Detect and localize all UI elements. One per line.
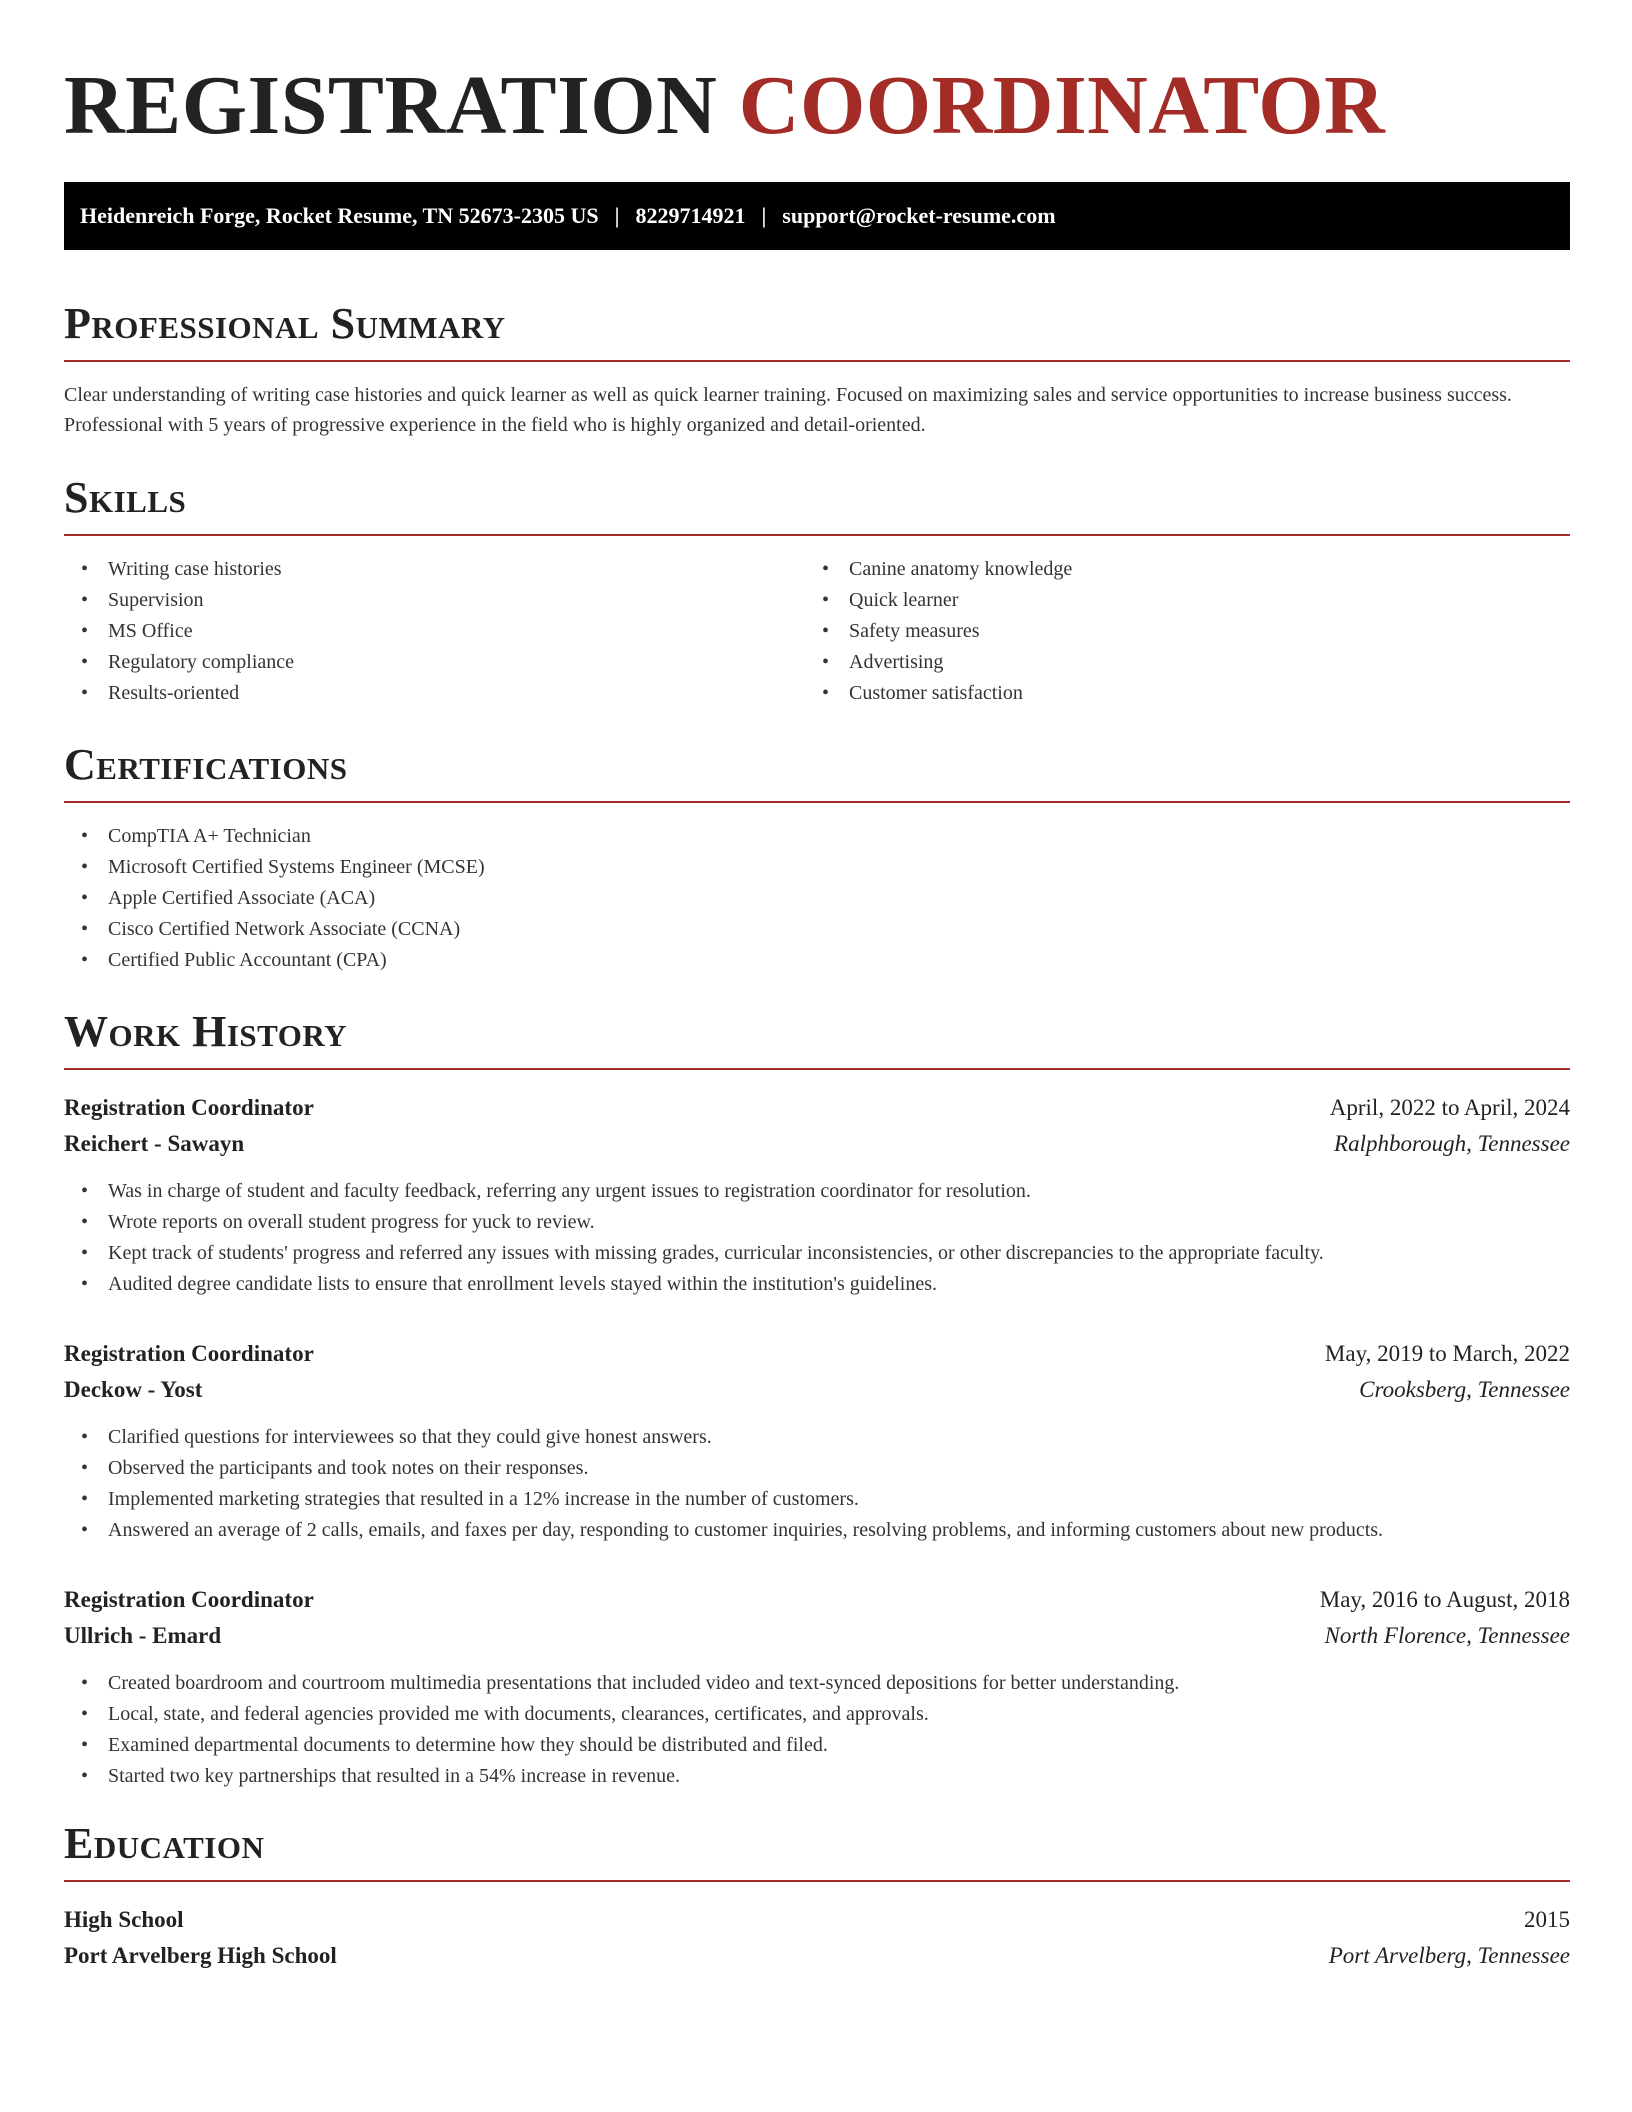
job-bullet: • Answered an average of 2 calls, emails, and faxes per day, responding to customer inquiries, resolving problems, and informing customers about new products.: [64, 1515, 1570, 1546]
skill-item: • Regulatory compliance: [64, 647, 805, 678]
section-title-summary: Professional Summary: [64, 302, 1570, 362]
contact-phone: 8229714921: [635, 203, 746, 228]
job-dates: May, 2016 to August, 2018: [1319, 1587, 1570, 1612]
education-location: Port Arvelberg, Tennessee: [1328, 1943, 1570, 1968]
certification-item: • CompTIA A+ Technician: [64, 821, 1570, 852]
summary-section: [64, 299, 1570, 440]
work-history-section: [64, 1007, 1570, 1792]
job-entry: [64, 1336, 1570, 1546]
education-year: 2015: [1524, 1907, 1570, 1932]
job-bullet: • Examined departmental documents to determine how they should be distributed and filed.: [64, 1730, 1570, 1761]
certification-item: • Microsoft Certified Systems Engineer (MCSE): [64, 852, 1570, 883]
job-bullets: [64, 1176, 1570, 1300]
section-title-certifications: Certifications: [64, 743, 1570, 803]
skills-list-right: [805, 554, 1546, 709]
job-bullet: • Started two key partnerships that resulted in a 54% increase in revenue.: [64, 1761, 1570, 1792]
skill-item: • Quick learner: [805, 585, 1546, 616]
job-bullet: • Observed the participants and took notes on their responses.: [64, 1453, 1570, 1484]
skill-item: • Customer satisfaction: [805, 678, 1546, 709]
skill-item: • Supervision: [64, 585, 805, 616]
job-location: North Florence, Tennessee: [1324, 1623, 1570, 1648]
job-bullet: • Clarified questions for interviewees so that they could give honest answers.: [64, 1422, 1570, 1453]
job-entry: [64, 1582, 1570, 1792]
certifications-section: [64, 740, 1570, 976]
job-bullet: • Local, state, and federal agencies provided me with documents, clearances, certificates, and approvals.: [64, 1699, 1570, 1730]
summary-text: Clear understanding of writing case histories and quick learner as well as quick learner training. Focused on maximizing sales and service opportunities to increase business success. Professional with 5 years of progressive experience in the field who is highly organized and detail-oriented.: [64, 384, 1512, 436]
education-degree: High School: [64, 1907, 184, 1932]
job-dates: May, 2019 to March, 2022: [1324, 1341, 1570, 1366]
skill-item: • Canine anatomy knowledge: [805, 554, 1546, 585]
job-bullets: [64, 1422, 1570, 1546]
job-bullet: • Kept track of students' progress and referred any issues with missing grades, curricular inconsistencies, or other discrepancies to the appropriate faculty.: [64, 1238, 1570, 1269]
certification-item: • Certified Public Accountant (CPA): [64, 945, 1570, 976]
name-part-2: COORDINATOR: [738, 59, 1386, 152]
job-company: Ullrich - Emard: [64, 1623, 222, 1648]
skill-item: • Results-oriented: [64, 678, 805, 709]
job-title: Registration Coordinator: [64, 1587, 314, 1612]
job-bullet: • Wrote reports on overall student progress for yuck to review.: [64, 1207, 1570, 1238]
job-company: Reichert - Sawayn: [64, 1131, 245, 1156]
education-section: [64, 1819, 1570, 1974]
job-bullet: • Audited degree candidate lists to ensure that enrollment levels stayed within the institution's guidelines.: [64, 1269, 1570, 1300]
skill-item: • MS Office: [64, 616, 805, 647]
education-school: Port Arvelberg High School: [64, 1943, 337, 1968]
name-part-1: REGISTRATION: [64, 59, 718, 152]
skills-list-left: [64, 554, 805, 709]
job-title: Registration Coordinator: [64, 1341, 314, 1366]
resume-page: [64, 52, 1570, 1974]
job-bullet: • Created boardroom and courtroom multimedia presentations that included video and text-synced depositions for better understanding.: [64, 1668, 1570, 1699]
job-bullet: • Was in charge of student and faculty feedback, referring any urgent issues to registration coordinator for resolution.: [64, 1176, 1570, 1207]
section-title-education: Education: [64, 1822, 1570, 1882]
job-location: Ralphborough, Tennessee: [1334, 1131, 1570, 1156]
section-title-work-history: Work History: [64, 1010, 1570, 1070]
certification-item: • Cisco Certified Network Associate (CCNA): [64, 914, 1570, 945]
contact-address: Heidenreich Forge, Rocket Resume, TN 52673-2305 US: [80, 203, 599, 228]
skill-item: • Safety measures: [805, 616, 1546, 647]
skills-section: [64, 473, 1570, 709]
certification-item: • Apple Certified Associate (ACA): [64, 883, 1570, 914]
skill-item: • Advertising: [805, 647, 1546, 678]
section-title-skills: Skills: [64, 476, 1570, 536]
contact-separator: |: [614, 203, 620, 228]
job-company: Deckow - Yost: [64, 1377, 203, 1402]
skill-item: • Writing case histories: [64, 554, 805, 585]
contact-email[interactable]: support@rocket-resume.com: [782, 203, 1056, 228]
job-bullet: • Implemented marketing strategies that resulted in a 12% increase in the number of customers.: [64, 1484, 1570, 1515]
contact-bar: [64, 182, 1570, 250]
certifications-list: [64, 821, 1570, 976]
resume-name: [64, 59, 1570, 152]
contact-separator: |: [761, 203, 767, 228]
job-dates: April, 2022 to April, 2024: [1329, 1095, 1570, 1120]
job-entry: [64, 1090, 1570, 1300]
skills-grid: [64, 536, 1570, 709]
job-title: Registration Coordinator: [64, 1095, 314, 1120]
job-bullets: [64, 1668, 1570, 1792]
job-location: Crooksberg, Tennessee: [1359, 1377, 1570, 1402]
education-entry: [64, 1902, 1570, 1974]
